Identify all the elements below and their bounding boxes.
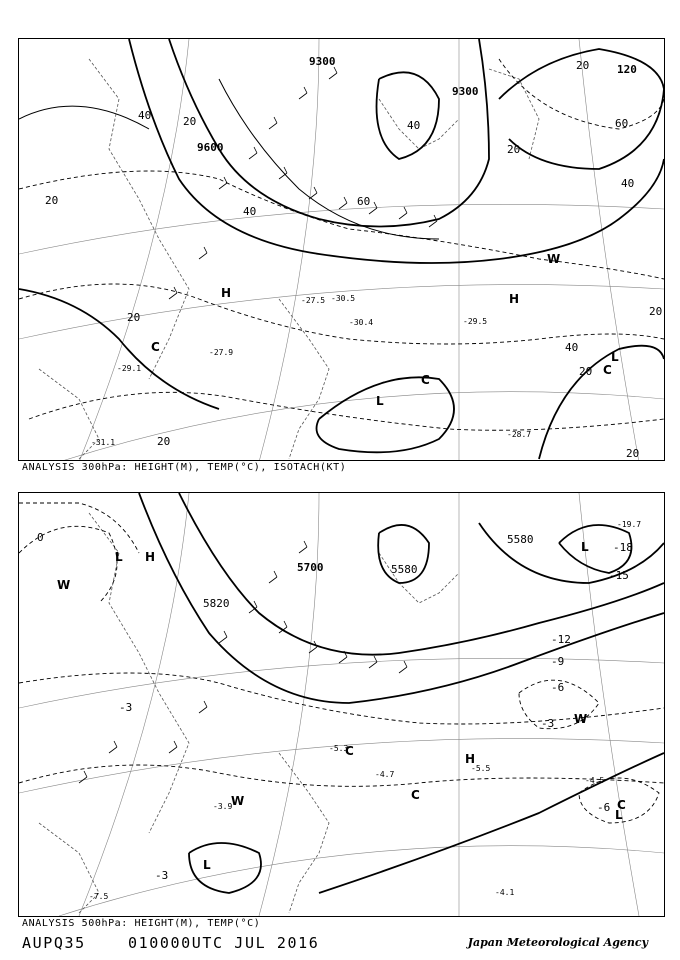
isotach-label: 40 (565, 341, 579, 354)
isotherm-label: -12 (551, 633, 571, 646)
height-contours (19, 39, 664, 459)
wind-barbs (79, 541, 407, 783)
isotach-label: 40 (407, 119, 421, 132)
isotach-label: 20 (183, 115, 197, 128)
temperature-label: -30.4 (349, 318, 374, 327)
cold-center-marker: C (345, 744, 354, 758)
cold-center-marker: C (411, 788, 420, 802)
low-pressure-marker: L (615, 808, 623, 822)
isotherm-label: -3 (119, 701, 133, 714)
isotach-label: 20 (127, 311, 141, 324)
temperature-label: -31.1 (91, 438, 116, 447)
height-label: 5580 (391, 563, 418, 576)
temperature-label: -3.9 (213, 802, 233, 811)
temperature-label: -4.1 (495, 888, 515, 897)
height-label: 5580 (507, 533, 534, 546)
warm-center-marker: W (547, 252, 561, 266)
isotherm-label: -3 (155, 869, 169, 882)
temperature-label: -7.5 (89, 892, 109, 901)
isotach-label: 120 (617, 63, 637, 76)
isotherm-label: -15 (609, 569, 629, 582)
high-pressure-marker: H (509, 292, 520, 306)
isotach-label: 20 (579, 365, 593, 378)
height-label: 9300 (452, 85, 479, 98)
isotach-label: 20 (45, 194, 59, 207)
temperature-label: -4.5 (585, 776, 605, 785)
temperature-label: -29.1 (117, 364, 142, 373)
isotherm-label: -18 (613, 541, 633, 554)
coastlines (39, 59, 539, 459)
warm-center-marker: W (574, 712, 588, 726)
analysis-500hpa-map (18, 492, 665, 917)
agency-name: Japan Meteorological Agency (467, 936, 648, 949)
low-pressure-marker: L (581, 540, 589, 554)
cold-center-marker: C (603, 363, 612, 377)
temperature-label: -5.5 (471, 764, 491, 773)
graticule (19, 39, 664, 461)
panel-500-caption: ANALYSIS 500hPa: HEIGHT(M), TEMP(°C) (22, 918, 261, 929)
isotherm-label: 0 (37, 531, 44, 544)
isotach-label: 20 (507, 143, 521, 156)
low-pressure-marker: L (611, 350, 619, 364)
temperature-label: -5.3 (329, 744, 349, 753)
temperature-label: -27.5 (301, 296, 326, 305)
high-pressure-marker: H (221, 286, 232, 300)
isotach-label: 40 (243, 205, 257, 218)
isotach-label: 20 (649, 305, 663, 318)
low-pressure-marker: L (115, 550, 123, 564)
temperature-label: -28.7 (507, 430, 532, 439)
chart-code: AUPQ35 (22, 934, 86, 952)
low-pressure-marker: L (203, 858, 211, 872)
panel-300-caption: ANALYSIS 300hPa: HEIGHT(M), TEMP(°C), ISOTACH(KT) (22, 462, 347, 473)
height-label: 5820 (203, 597, 230, 610)
height-label: 9300 (309, 55, 336, 68)
isotach-label: 60 (357, 195, 371, 208)
isotach-label: 20 (576, 59, 590, 72)
valid-time: 010000UTC JUL 2016 (128, 934, 320, 952)
temperature-label: -19.7 (617, 520, 642, 529)
cold-center-marker: C (421, 373, 430, 387)
isotach-label: 20 (626, 447, 640, 460)
temperature-label: -27.9 (209, 348, 234, 357)
isotach-label: 40 (621, 177, 635, 190)
analysis-300hpa-map (18, 38, 665, 461)
map-300hpa-canvas (19, 39, 664, 461)
warm-center-marker: W (231, 794, 245, 808)
isotach-label: 20 (157, 435, 171, 448)
high-pressure-marker: H (145, 550, 156, 564)
isotherm-label: -6 (551, 681, 565, 694)
map-500hpa-canvas (19, 493, 664, 916)
isotach-label: 60 (615, 117, 629, 130)
isotach-label: 40 (138, 109, 152, 122)
warm-center-marker: W (57, 578, 71, 592)
isotherm-label: -6 (597, 801, 611, 814)
high-pressure-marker: H (465, 752, 476, 766)
isotherm-label: -3 (541, 717, 555, 730)
isotherm-label: -9 (551, 655, 565, 668)
temperature-label: -30.5 (331, 294, 356, 303)
height-label: 9600 (197, 141, 224, 154)
temperature-label: -29.5 (463, 317, 488, 326)
temperature-label: -4.7 (375, 770, 395, 779)
height-label: 5700 (297, 561, 324, 574)
cold-center-marker: C (617, 798, 626, 812)
wind-barbs (169, 67, 437, 299)
low-pressure-marker: L (376, 394, 384, 408)
cold-center-marker: C (151, 340, 160, 354)
